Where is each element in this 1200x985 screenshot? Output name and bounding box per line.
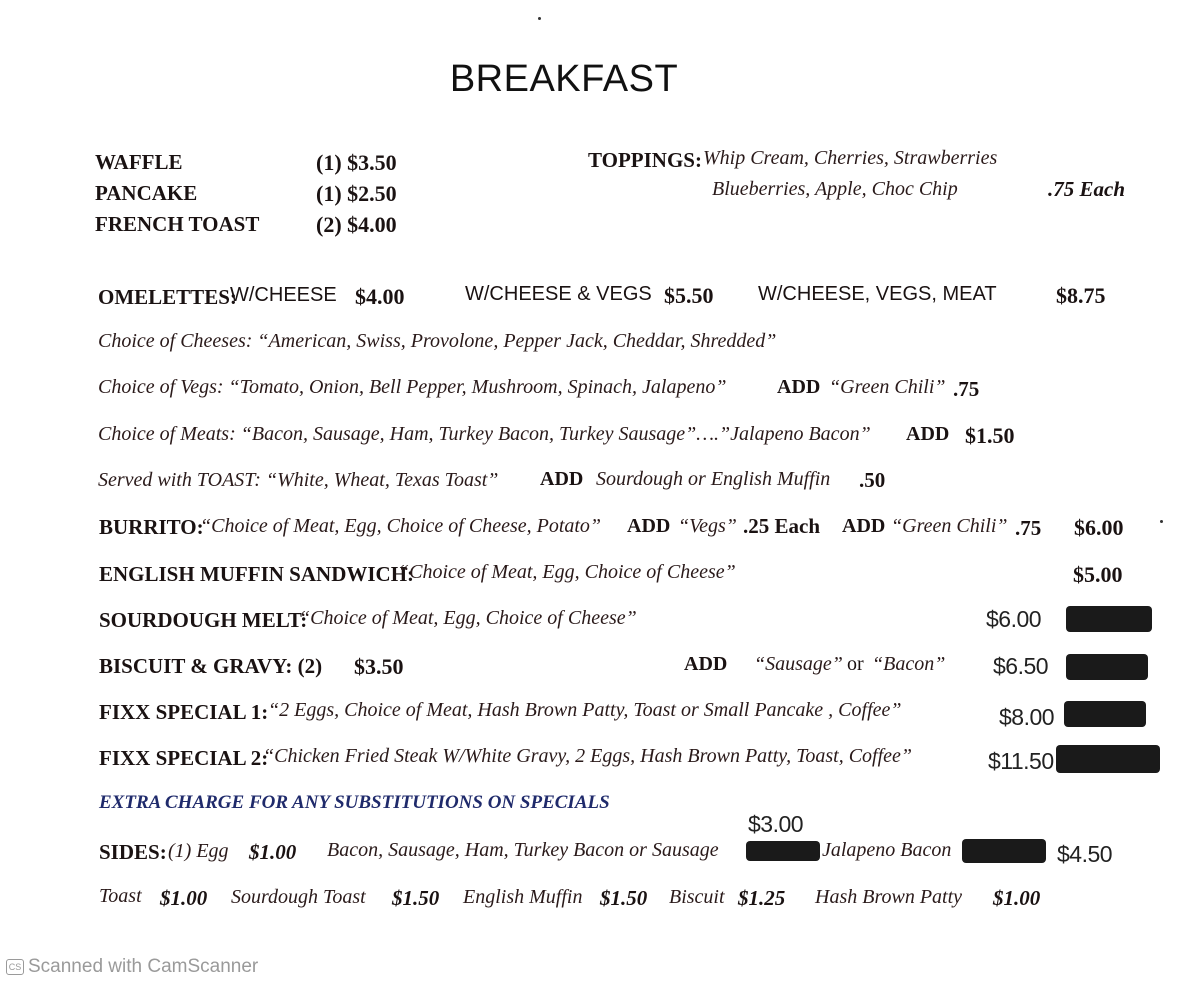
extra-charge-note: EXTRA CHARGE FOR ANY SUBSTITUTIONS ON SPECIALS — [99, 792, 610, 813]
burrito-vegs: “Vegs” — [678, 515, 737, 537]
special2-desc: “Chicken Fried Steak W/White Gravy, 2 Eggs, Hash Brown Patty, Toast, Coffee” — [263, 745, 913, 767]
side-sourdough-toast: Sourdough Toast — [231, 886, 366, 908]
omelettes-label: OMELETTES: — [98, 285, 237, 309]
redacted-old-price — [962, 839, 1046, 863]
omelette-price1: $4.00 — [355, 284, 405, 309]
side-sourdough-toast-price: $1.50 — [392, 886, 440, 910]
omelette-opt3: W/CHEESE, VEGS, MEAT — [758, 283, 997, 305]
omelette-opt2: W/CHEESE & VEGS — [465, 283, 652, 305]
scan-speck — [1160, 520, 1163, 523]
sourdough-melt-name: SOURDOUGH MELT: — [99, 608, 308, 632]
camscanner-icon: CS — [6, 959, 24, 975]
item-pancake-name: PANCAKE — [95, 181, 198, 205]
special2-price-handwritten: $11.50 — [988, 748, 1054, 774]
special2-name: FIXX SPECIAL 2: — [99, 746, 269, 770]
toast-price: .50 — [859, 468, 886, 492]
side-english-muffin: English Muffin — [463, 886, 583, 908]
toast-addon: Sourdough or English Muffin — [596, 468, 831, 490]
sides-label: SIDES: — [99, 840, 167, 864]
toast-add: ADD — [540, 468, 584, 490]
biscuit-gravy-opt2: “Bacon” — [872, 653, 946, 675]
burrito-desc: “Choice of Meat, Egg, Choice of Cheese, Potato” — [200, 515, 602, 537]
toppings-line1: Whip Cream, Cherries, Strawberries — [703, 147, 998, 169]
side-biscuit: Biscuit — [669, 886, 725, 908]
watermark-text: Scanned with CamScanner — [28, 956, 259, 977]
item-waffle-name: WAFFLE — [95, 150, 183, 174]
item-french-toast-name: FRENCH TOAST — [95, 212, 260, 236]
biscuit-gravy-name: BISCUIT & GRAVY: (2) — [99, 654, 323, 678]
sides-egg: (1) Egg — [168, 840, 229, 862]
biscuit-gravy-or: or — [847, 653, 864, 675]
omelette-price2: $5.50 — [664, 283, 714, 308]
vegs-add: ADD — [777, 376, 821, 398]
vegs-price: .75 — [953, 377, 980, 401]
side-english-muffin-price: $1.50 — [600, 886, 648, 910]
side-biscuit-price: $1.25 — [738, 886, 786, 910]
cheeses-line: Choice of Cheeses: “American, Swiss, Provolone, Pepper Jack, Cheddar, Shredded” — [98, 330, 777, 352]
burrito-chili-price: .75 — [1015, 516, 1042, 540]
vegs-addon: “Green Chili” — [829, 376, 946, 398]
burrito-name: BURRITO: — [99, 515, 204, 539]
side-hash-brown-price: $1.00 — [993, 886, 1041, 910]
item-french-toast-price: (2) $4.00 — [316, 212, 397, 237]
scanner-watermark — [6, 956, 258, 978]
item-waffle-price: (1) $3.50 — [316, 150, 397, 175]
burrito-add1: ADD — [627, 515, 671, 537]
side-toast: Toast — [99, 885, 142, 907]
vegs-line: Choice of Vegs: “Tomato, Onion, Bell Pepper, Mushroom, Spinach, Jalapeno” — [98, 376, 727, 398]
burrito-chili: “Green Chili” — [891, 515, 1008, 537]
sides-egg-price: $1.00 — [249, 840, 297, 864]
sides-jalapeno-price-handwritten: $4.50 — [1057, 841, 1113, 867]
scan-speck — [538, 17, 541, 20]
burrito-price: $6.00 — [1074, 515, 1124, 540]
omelette-price3: $8.75 — [1056, 283, 1106, 308]
burrito-add2: ADD — [842, 515, 886, 537]
toppings-line2: Blueberries, Apple, Choc Chip — [712, 178, 958, 200]
biscuit-gravy-opt1: “Sausage” — [754, 653, 843, 675]
redacted-old-price — [1066, 654, 1148, 680]
sides-meats: Bacon, Sausage, Ham, Turkey Bacon or Sausage — [327, 839, 719, 861]
muffin-sandwich-price: $5.00 — [1073, 562, 1123, 587]
sourdough-melt-desc: “Choice of Meat, Egg, Choice of Cheese” — [299, 607, 637, 629]
redacted-old-price — [1066, 606, 1152, 632]
muffin-sandwich-name: ENGLISH MUFFIN SANDWICH: — [99, 562, 415, 586]
toppings-price: .75 Each — [1048, 177, 1126, 201]
biscuit-gravy-price-handwritten: $6.50 — [993, 653, 1049, 679]
side-toast-price: $1.00 — [160, 886, 208, 910]
sides-meats-price-handwritten: $3.00 — [748, 811, 804, 837]
burrito-vegs-price: .25 Each — [743, 514, 821, 538]
meats-line: Choice of Meats: “Bacon, Sausage, Ham, Turkey Bacon, Turkey Sausage”….”Jalapeno Bacon” — [98, 423, 871, 445]
meats-add: ADD — [906, 423, 950, 445]
biscuit-gravy-add: ADD — [684, 653, 728, 675]
side-hash-brown: Hash Brown Patty — [815, 886, 963, 908]
redacted-old-price — [1064, 701, 1146, 727]
redacted-old-price — [746, 841, 820, 861]
biscuit-gravy-base-price: $3.50 — [354, 654, 404, 679]
omelette-opt1: W/CHEESE — [230, 284, 337, 306]
toppings-label: TOPPINGS: — [588, 148, 702, 172]
toast-line: Served with TOAST: “White, Wheat, Texas Toast” — [98, 469, 499, 491]
special1-name: FIXX SPECIAL 1: — [99, 700, 269, 724]
special1-desc: “2 Eggs, Choice of Meat, Hash Brown Patty, Toast or Small Pancake , Coffee” — [268, 699, 902, 721]
redacted-old-price — [1056, 745, 1160, 773]
special1-price-handwritten: $8.00 — [999, 704, 1055, 730]
muffin-sandwich-desc: “Choice of Meat, Egg, Choice of Cheese” — [398, 561, 736, 583]
sides-jalapeno-bacon: Jalapeno Bacon — [822, 839, 952, 861]
meats-price: $1.50 — [965, 423, 1015, 448]
sourdough-melt-price-handwritten: $6.00 — [986, 606, 1042, 632]
menu-title: BREAKFAST — [449, 58, 679, 100]
item-pancake-price: (1) $2.50 — [316, 181, 397, 206]
